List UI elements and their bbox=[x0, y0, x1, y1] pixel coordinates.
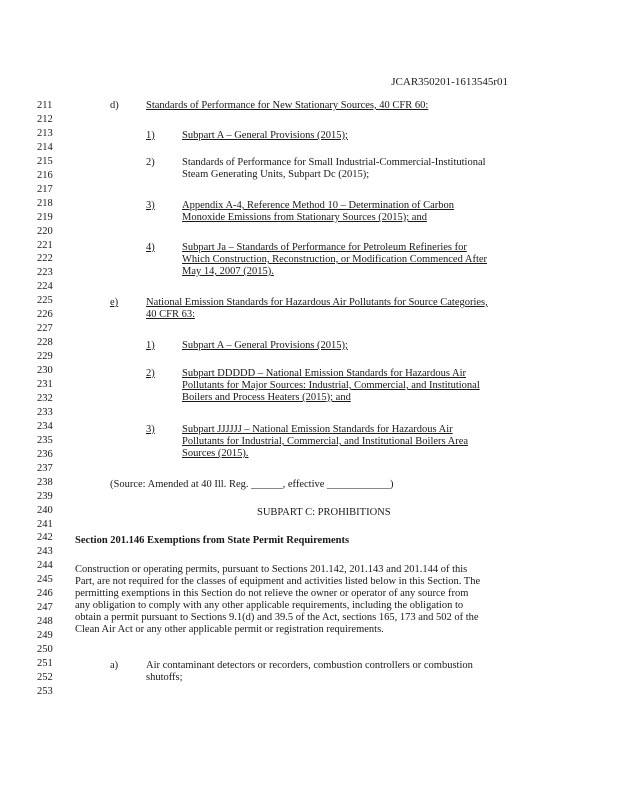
item-e3-text-3: Sources (2015). bbox=[182, 448, 249, 459]
item-e2-text-3: Boilers and Process Heaters (2015); and bbox=[182, 392, 351, 403]
line-number: 251 bbox=[37, 658, 53, 669]
paragraph-line: Clean Air Act or any other applicable permit or registration requirements. bbox=[75, 624, 384, 635]
item-e1-label: 1) bbox=[146, 340, 155, 351]
line-number: 226 bbox=[37, 309, 53, 321]
item-e3-text-1: Subpart JJJJJJ – National Emission Standards for Hazardous Air bbox=[182, 424, 453, 435]
line-number: 252 bbox=[37, 671, 53, 683]
line-number: 215 bbox=[37, 155, 53, 167]
line-number: 225 bbox=[37, 295, 53, 307]
item-d2-text-1: Standards of Performance for Small Industrial-Commercial-Institutional bbox=[182, 157, 486, 168]
paragraph-line: Construction or operating permits, pursuant to Sections 201.142, 201.143 and 201.144 of this bbox=[75, 564, 468, 575]
item-e1-text: Subpart A – General Provisions (2015); bbox=[182, 340, 348, 351]
line-number: 218 bbox=[37, 197, 53, 209]
line-number: 219 bbox=[37, 211, 53, 223]
line-number: 231 bbox=[37, 379, 53, 390]
line-number: 220 bbox=[37, 225, 53, 237]
line-number: 233 bbox=[37, 406, 53, 418]
item-d-text: Standards of Performance for New Stationary Sources, 40 CFR 60: bbox=[146, 100, 429, 111]
item-d3-text-1: Appendix A-4, Reference Method 10 – Determination of Carbon bbox=[182, 200, 455, 211]
item-d2-label: 2) bbox=[146, 157, 155, 168]
line-number: 222 bbox=[37, 253, 53, 265]
line-number: 238 bbox=[37, 476, 53, 488]
line-number: 221 bbox=[37, 239, 53, 251]
line-number: 253 bbox=[37, 685, 53, 697]
section-heading: Section 201.146 Exemptions from State Permit Requirements bbox=[75, 535, 350, 546]
item-e2-label: 2) bbox=[146, 368, 155, 379]
item-e-text-1: National Emission Standards for Hazardous Air Pollutants for Source Categories, bbox=[146, 297, 488, 308]
item-d3-text-2: Monoxide Emissions from Stationary Sources (2015); and bbox=[182, 212, 427, 223]
line-number: 229 bbox=[37, 351, 53, 363]
item-d1-label: 1) bbox=[146, 130, 155, 141]
item-a-text-1: Air contaminant detectors or recorders, combustion controllers or combustion bbox=[146, 660, 473, 671]
line-number: 247 bbox=[37, 602, 53, 614]
source-note: (Source: Amended at 40 Ill. Reg. ______, effective ____________) bbox=[110, 479, 394, 490]
line-number: 223 bbox=[37, 267, 53, 279]
line-number: 240 bbox=[37, 504, 53, 516]
item-d-label: d) bbox=[110, 100, 119, 111]
item-d4-text-3: May 14, 2007 (2015). bbox=[182, 266, 274, 277]
paragraph-line: obtain a permit pursuant to Sections 9.1(d) and 39.5 of the Act, sections 165, 173 and 502 of the bbox=[75, 612, 479, 623]
line-number: 249 bbox=[37, 630, 53, 642]
line-number: 211 bbox=[37, 100, 53, 111]
item-d4-label: 4) bbox=[146, 242, 155, 253]
document-id: JCAR350201-1613545r01 bbox=[391, 76, 508, 88]
line-number: 236 bbox=[37, 448, 53, 460]
item-e3-text-2: Pollutants for Industrial, Commercial, and Institutional Boilers Area bbox=[182, 436, 469, 447]
line-number: 242 bbox=[37, 532, 53, 544]
item-d4-text-1: Subpart Ja – Standards of Performance for Petroleum Refineries for bbox=[182, 242, 467, 253]
line-number: 224 bbox=[37, 281, 53, 293]
line-number: 245 bbox=[37, 574, 53, 586]
subpart-heading: SUBPART C: PROHIBITIONS bbox=[257, 507, 391, 518]
item-d3-label: 3) bbox=[146, 200, 155, 211]
line-number: 213 bbox=[37, 127, 53, 139]
line-number: 243 bbox=[37, 546, 53, 558]
line-number: 214 bbox=[37, 141, 53, 153]
item-e-text-2: 40 CFR 63: bbox=[146, 309, 196, 320]
line-number: 250 bbox=[37, 644, 53, 656]
line-number: 217 bbox=[37, 183, 53, 195]
item-e-label: e) bbox=[110, 297, 119, 308]
line-number: 227 bbox=[37, 323, 53, 335]
line-number: 248 bbox=[37, 616, 53, 628]
line-number: 234 bbox=[37, 420, 53, 432]
line-number: 228 bbox=[37, 337, 53, 349]
paragraph-line: Part, are not required for the classes of equipment and activities listed below in this Section. The bbox=[75, 576, 481, 587]
paragraph-line: any obligation to comply with any other applicable requirements, including the obligation to bbox=[75, 600, 464, 611]
item-d1-text: Subpart A – General Provisions (2015); bbox=[182, 130, 348, 141]
line-number: 239 bbox=[37, 490, 53, 502]
line-number: 232 bbox=[37, 392, 53, 404]
item-e2-text-2: Pollutants for Major Sources: Industrial, Commercial, and Institutional bbox=[182, 380, 480, 391]
item-d2-text-2: Steam Generating Units, Subpart Dc (2015); bbox=[182, 169, 370, 180]
line-number: 230 bbox=[37, 365, 53, 377]
line-number: 246 bbox=[37, 588, 53, 600]
item-e2-text-1: Subpart DDDDD – National Emission Standards for Hazardous Air bbox=[182, 368, 467, 379]
item-e3-label: 3) bbox=[146, 424, 155, 435]
line-number: 244 bbox=[37, 560, 53, 572]
line-number: 237 bbox=[37, 462, 53, 474]
paragraph-line: permitting exemptions in this Section do not relieve the owner or operator of any source from bbox=[75, 588, 469, 599]
line-number: 212 bbox=[37, 113, 53, 125]
item-d4-text-2: Which Construction, Reconstruction, or Modification Commenced After bbox=[182, 254, 488, 265]
line-number: 216 bbox=[37, 169, 53, 181]
item-a-label: a) bbox=[110, 660, 119, 671]
line-number: 235 bbox=[37, 434, 53, 446]
line-number: 241 bbox=[37, 518, 53, 530]
item-a-text-2: shutoffs; bbox=[146, 672, 183, 683]
